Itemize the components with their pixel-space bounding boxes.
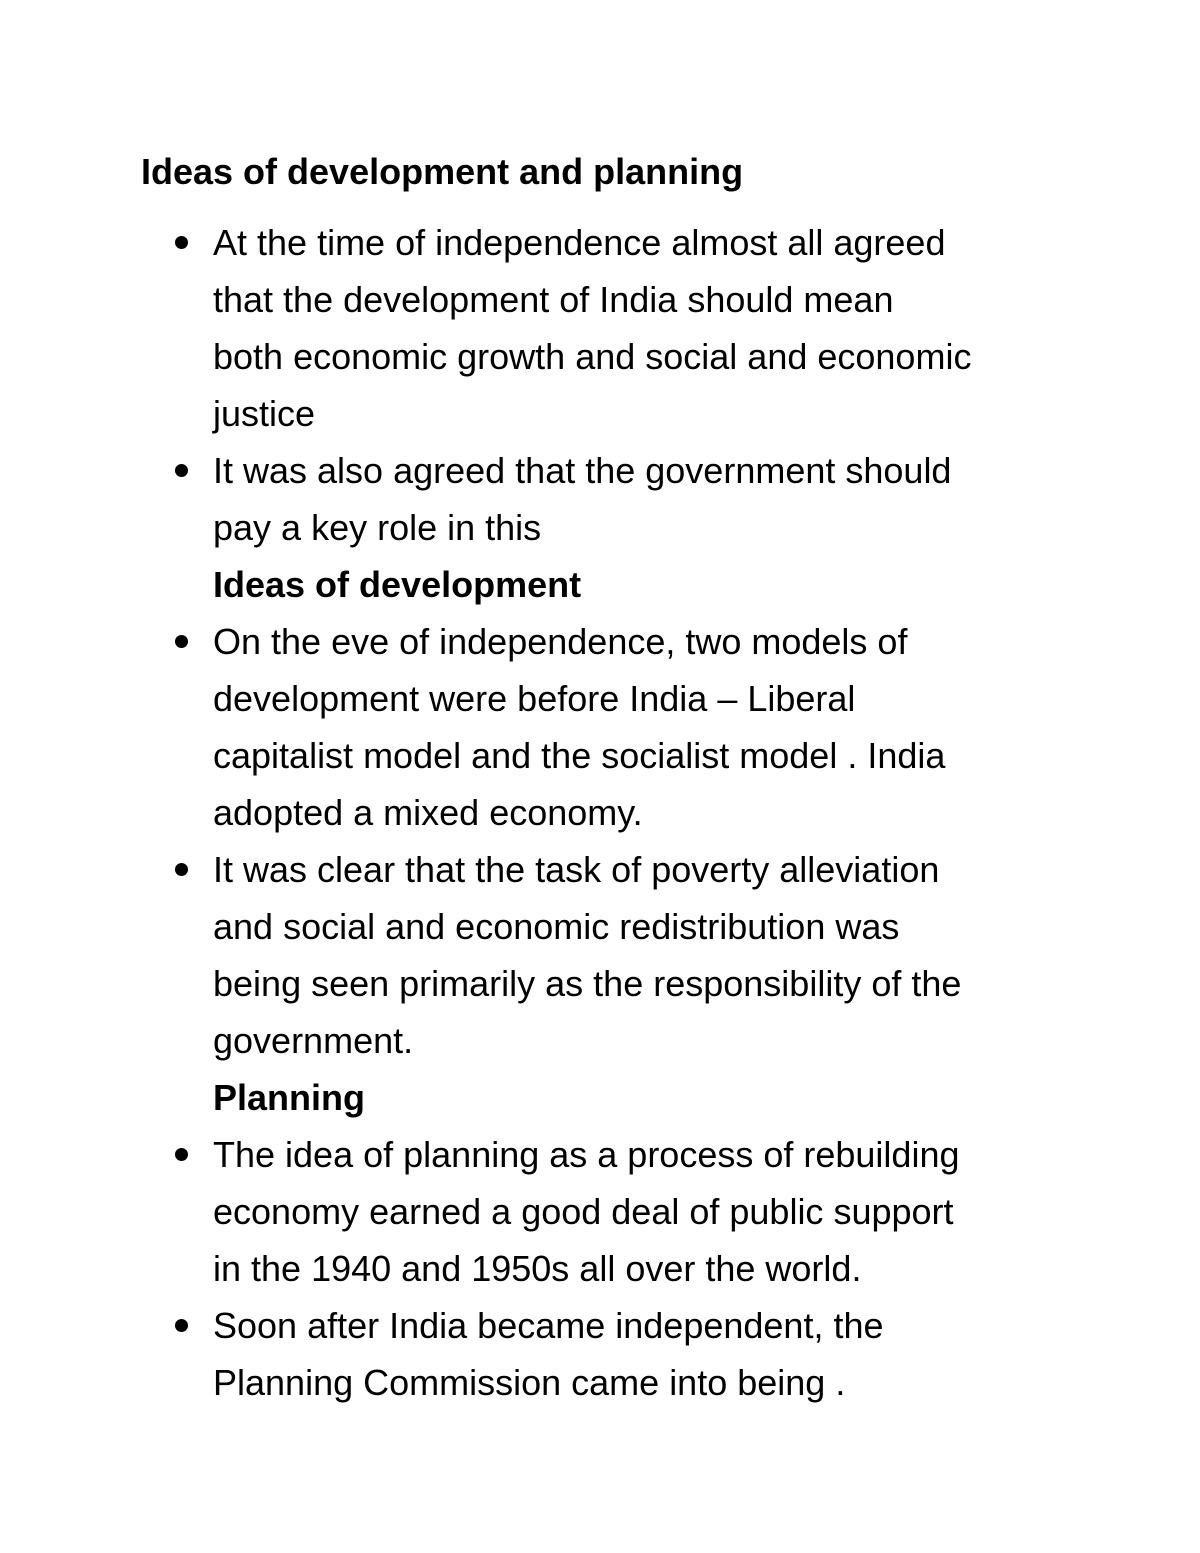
list-item	[213, 1297, 1093, 1411]
bullet-icon	[175, 1319, 188, 1332]
document-body	[213, 214, 1093, 1411]
list-item	[213, 1126, 1093, 1297]
page-title: Ideas of development and planning	[141, 151, 744, 192]
section-heading-planning: Planning	[213, 1077, 365, 1118]
list-item	[213, 841, 1093, 1069]
bullet-icon	[175, 464, 188, 477]
section-heading-development: Ideas of development	[213, 564, 582, 605]
bullet-icon	[175, 863, 188, 876]
list-item	[213, 442, 1093, 556]
list-item-text: Soon after India became independent, the Planning Commission came into being .	[213, 1305, 884, 1403]
bullet-icon	[175, 1148, 188, 1161]
list-item	[213, 214, 1093, 442]
list-item	[213, 613, 1093, 841]
list-item-text: On the eve of independence, two models of development were before India – Liberal capitalist model and the socialist model . India adopted a mixed economy.	[213, 621, 946, 833]
bullet-icon	[175, 236, 188, 249]
list-item-text: It was clear that the task of poverty alleviation and social and economic redistribution was being seen primarily as the responsibility of the government.	[213, 849, 962, 1061]
bullet-icon	[175, 635, 188, 648]
list-item-text: It was also agreed that the government should pay a key role in this	[213, 450, 952, 548]
list-item-text: At the time of independence almost all agreed that the development of India should mean both economic growth and social and economic justice	[213, 222, 972, 434]
list-item-text: The idea of planning as a process of rebuilding economy earned a good deal of public support in the 1940 and 1950s all over the world.	[213, 1134, 960, 1289]
